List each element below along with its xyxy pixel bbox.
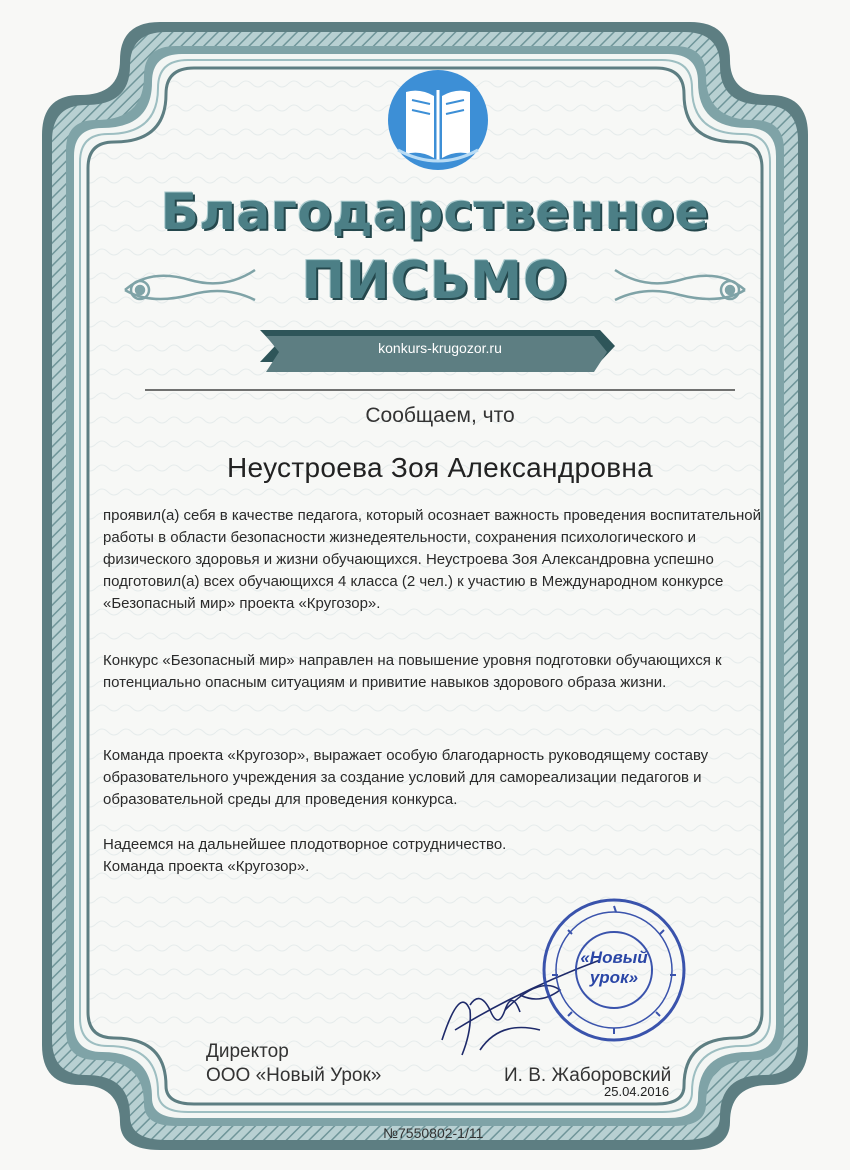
paragraph-gratitude: Команда проекта «Кругозор», выражает особую благодарность руководящему составу образовательного учреждения за создание условий для самореализации педагогов и образовательной среды для проведения конкурса. xyxy=(103,747,709,808)
stamp-text-line2: урок» xyxy=(589,968,639,987)
stamp-text-line1: «Новый xyxy=(580,948,648,967)
closing-line-1: Надеемся на дальнейшее плодотворное сотрудничество. xyxy=(103,836,507,853)
certificate-title: Благодарственное xyxy=(160,183,710,241)
signer-name: И. В. Жаборовский xyxy=(504,1065,672,1086)
certificate-subtitle: ПИСЬМО xyxy=(301,251,569,311)
stamp-text xyxy=(574,948,654,988)
closing-line-2: Команда проекта «Кругозор». xyxy=(103,858,310,875)
document-number: №7550802-1/11 xyxy=(383,1125,484,1141)
signer-organization: ООО «Новый Урок» xyxy=(206,1065,382,1086)
issue-date: 25.04.2016 xyxy=(604,1084,670,1099)
intro-text: Сообщаем, что xyxy=(365,404,515,427)
book-logo-icon xyxy=(388,70,488,170)
recipient-name: Неустроева Зоя Александровна xyxy=(226,452,654,483)
website-label: konkurs-krugozor.ru xyxy=(378,340,502,356)
signer-position: Директор xyxy=(206,1041,289,1062)
paragraph-contest: Конкурс «Безопасный мир» направлен на повышение уровня подготовки обучающихся к потенциально опасным ситуациям и привитие навыков здорового образа жизни. xyxy=(103,652,722,691)
paragraph-achievement: проявил(а) себя в качестве педагога, который осознает важность проведения воспитательной работы в области безопасности жизнедеятельности, сохранения психологического и физического здоровья и жизни обучающихся. Неустроева Зоя Александровна успешно подготовил(а) всех обучающихся 4 класса (2 чел.) к участию в Международном конкурсе «Безопасный мир» проекта «Кругозор». xyxy=(103,507,761,612)
